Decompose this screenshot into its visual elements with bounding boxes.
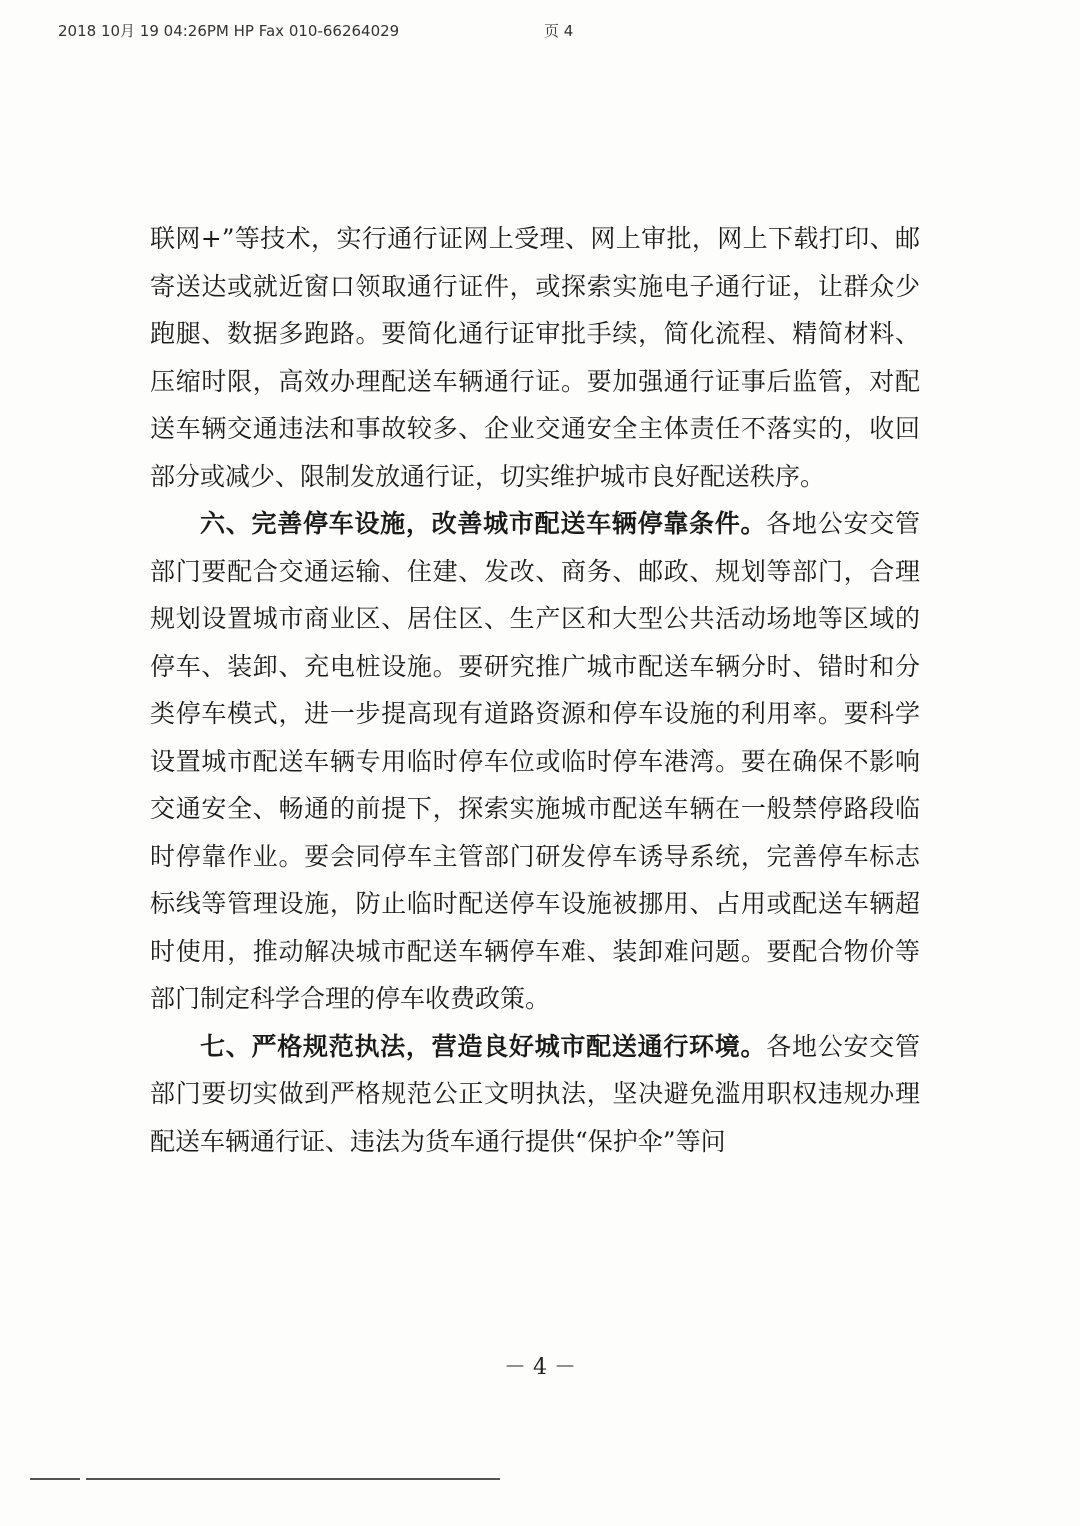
section-heading: 七、严格规范执法，营造良好城市配送通行环境。 — [200, 1031, 767, 1061]
fax-header-line: 2018 10月 19 04:26PM HP Fax 010-66264029 — [58, 22, 400, 40]
scan-line — [30, 1478, 80, 1480]
fax-page-label: 页 4 — [544, 22, 574, 40]
paragraph-text: 各地公安交管部门要切实做到严格规范公正文明执法，坚决避免滥用职权违规办理配送车辆通行证、违法为货车通行提供“保护伞”等问 — [150, 1031, 920, 1156]
body-text — [150, 215, 920, 1165]
paragraph-continuation — [150, 215, 920, 500]
scan-artifact-lines — [30, 1478, 500, 1481]
paragraph-text: 联网+”等技术，实行通行证网上受理、网上审批，网上下载打印、邮寄送达或就近窗口领取通行证件，或探索实施电子通行证，让群众少跑腿、数据多跑路。要简化通行证审批手续，简化流程、精简材料、压缩时限，高效办理配送车辆通行证。要加强通行证事后监管，对配送车辆交通违法和事故较多、企业交通安全主体责任不落实的，收回部分或减少、限制发放通行证，切实维护城市良好配送秩序。 — [150, 224, 920, 491]
section-heading: 六、完善停车设施，改善城市配送车辆停靠条件。 — [200, 509, 767, 538]
scan-line — [86, 1478, 500, 1480]
fax-header — [58, 20, 574, 41]
paragraph-text: 各地公安交管部门要配合交通运输、住建、发改、商务、邮政、规划等部门，合理规划设置城市商业区、居住区、生产区和大型公共活动场地等区域的停车、装卸、充电桩设施。要研究推广城市配送车辆分时、错时和分类停车模式，进一步提高现有道路资源和停车设施的利用率。要科学设置城市配送车辆专用临时停车位或临时停车港湾。要在确保不影响交通安全、畅通的前提下，探索实施城市配送车辆在一般禁停路段临时停靠作业。要会同停车主管部门研发停车诱导系统，完善停车标志标线等管理设施，防止临时配送停车设施被挪用、占用或配送车辆超时使用，推动解决城市配送车辆停车难、装卸难问题。要配合物价等部门制定科学合理的停车收费政策。 — [150, 509, 920, 1013]
paragraph-section-six — [150, 500, 920, 1023]
paragraph-section-seven — [150, 1023, 920, 1166]
page-number: － 4 － — [504, 1355, 576, 1380]
